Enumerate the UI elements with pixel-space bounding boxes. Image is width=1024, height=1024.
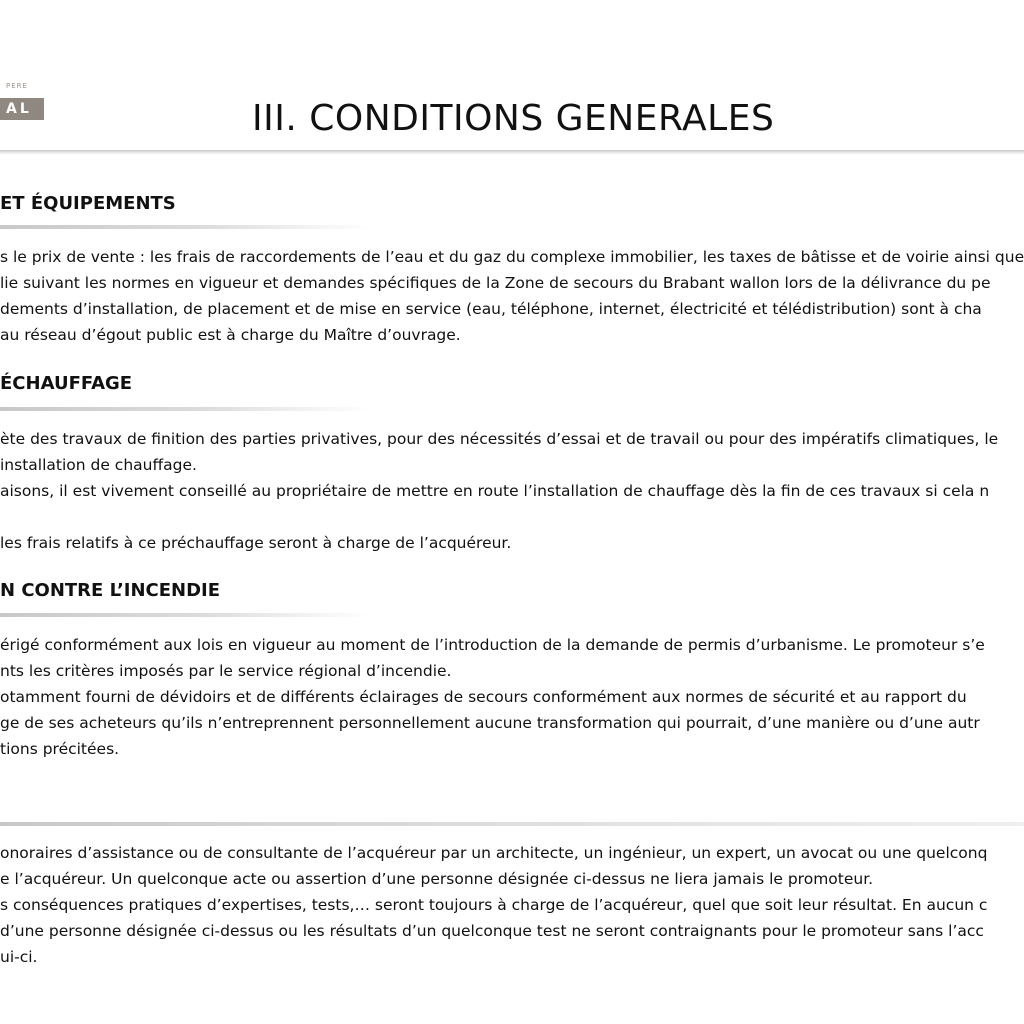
paragraph-line: lie suivant les normes en vigueur et demandes spécifiques de la Zone de secours du Brabant wallon lors de la délivrance du pe <box>0 274 991 292</box>
paragraph-line: dements d’installation, de placement et de mise en service (eau, téléphone, internet, électricité et télédistribution) sont à cha <box>0 300 982 318</box>
brand-logo <box>0 82 44 122</box>
title-divider <box>0 150 1024 155</box>
section-divider <box>0 407 370 411</box>
section-divider <box>0 613 370 617</box>
paragraph-line: les frais relatifs à ce préchauffage seront à charge de l’acquéreur. <box>0 534 512 552</box>
paragraph-line: s conséquences pratiques d’expertises, tests,… seront toujours à charge de l’acquéreur, quel que soit leur résultat. En aucun c <box>0 896 988 914</box>
paragraph-line: érigé conformément aux lois en vigueur au moment de l’introduction de la demande de permis d’urbanisme. Le promoteur s’e <box>0 636 985 654</box>
page-title: III. CONDITIONS GENERALES <box>252 98 775 139</box>
section-heading: ÉCHAUFFAGE <box>0 373 133 394</box>
paragraph-line: nts les critères imposés par le service régional d’incendie. <box>0 662 452 680</box>
paragraph-line: aisons, il est vivement conseillé au propriétaire de mettre en route l’installation de chauffage dès la fin de ces travaux si cela n <box>0 482 990 500</box>
paragraph-line: ète des travaux de finition des parties privatives, pour des nécessités d’essai et de travail ou pour des impératifs climatiques, le <box>0 430 999 448</box>
paragraph-line: s le prix de vente : les frais de raccordements de l’eau et du gaz du complexe immobilier, les taxes de bâtisse et de voirie ainsi que <box>0 248 1024 266</box>
paragraph-line: ui-ci. <box>0 948 38 966</box>
paragraph-line: installation de chauffage. <box>0 456 197 474</box>
paragraph-line: otamment fourni de dévidoirs et de différents éclairages de secours conformément aux normes de sécurité et au rapport du <box>0 688 967 706</box>
paragraph-line: d’une personne désignée ci-dessus ou les résultats d’un quelconque test ne seront contraignants pour le promoteur sans l’acc <box>0 922 984 940</box>
logo-top-text: PERE <box>6 82 28 90</box>
paragraph-line: e l’acquéreur. Un quelconque acte ou assertion d’une personne désignée ci-dessus ne liera jamais le promoteur. <box>0 870 874 888</box>
section-heading: ET ÉQUIPEMENTS <box>0 193 176 214</box>
paragraph-line: au réseau d’égout public est à charge du Maître d’ouvrage. <box>0 326 461 344</box>
section-divider <box>0 225 370 229</box>
logo-box-text: AL <box>0 98 44 120</box>
section-heading: N CONTRE L’INCENDIE <box>0 580 221 601</box>
section-divider <box>0 822 1024 826</box>
paragraph-line: tions précitées. <box>0 740 120 758</box>
paragraph-line: onoraires d’assistance ou de consultante de l’acquéreur par un architecte, un ingénieur, un expert, un avocat ou une quelconq <box>0 844 988 862</box>
paragraph-line: ge de ses acheteurs qu’ils n’entreprennent personnellement aucune transformation qui pourrait, d’une manière ou d’une autr <box>0 714 980 732</box>
